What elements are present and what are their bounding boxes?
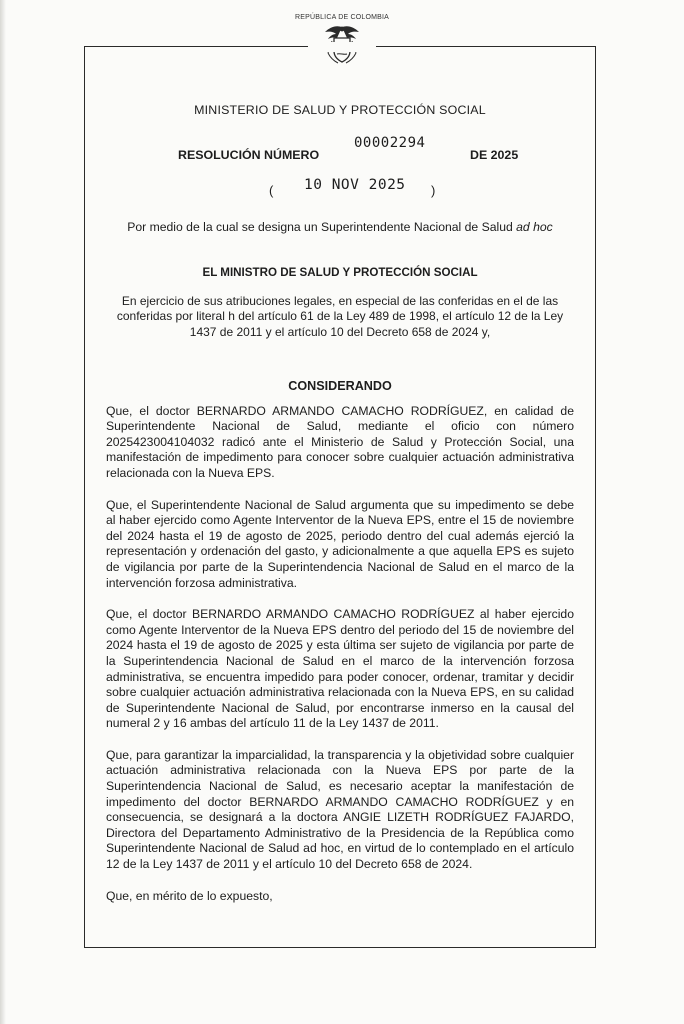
- considering-paragraph: Que, el Superintendente Nacional de Salud argumenta que su impedimento se debe al haber ejercido como Agente Interventor de la Nueva EPS, entre el 15 de noviembre del 2024 hasta el 19 de agosto de 2025, periodo dentro del cual además ejerció la representación y ordenación del gasto, y adicionalmente a que aquella EPS es sujeto de vigilancia por parte de la Superintendencia Nacional de Salud en el marco de la intervención forzosa administrativa.: [106, 497, 574, 590]
- resolution-year: DE 2025: [470, 147, 519, 162]
- resolution-number: 00002294: [354, 134, 426, 151]
- date-open-paren: (: [269, 182, 274, 198]
- considering-heading: CONSIDERANDO: [288, 379, 392, 393]
- resolution-line: [106, 136, 574, 166]
- considering-paragraph: Que, el doctor BERNARDO ARMANDO CAMACHO RODRÍGUEZ al haber ejercido como Agente Interventor de la Nueva EPS dentro del periodo del 15 de noviembre del 2024 hasta el 19 de agosto de 2025 y esta última ser sujeto de vigilancia por parte de la Superintendencia Nacional de Salud en el marco de la intervención forzosa administrativa, se encuentra impedido para poder conocer, ordenar, tramitar y decidir sobre cualquier actuación administrativa relacionada con la Nueva EPS, en su calidad de Superintendente Nacional de Salud, por encontrarse inmerso en la causal del numeral 2 y 16 ambas del artículo 11 de la Ley 1437 de 2011.: [106, 607, 574, 731]
- considering-paragraph: Que, para garantizar la imparcialidad, la transparencia y la objetividad sobre cualquier actuación administrativa relacionada con la Nueva EPS por parte de la Superintendencia Nacional de Salud, es necesario aceptar la manifestación de impedimento del doctor BERNARDO ARMANDO CAMACHO RODRÍGUEZ y en consecuencia, se designará a la doctora ANGIE LIZETH RODRÍGUEZ FAJARDO, Directora del Departamento Administrativo de la Presidencia de la República como Superintendente Nacional de Salud ad hoc, en virtud de lo contemplado en el artículo 12 de la Ley 1437 de 2011 y el artículo 10 del Decreto 658 de 2024.: [106, 747, 574, 872]
- date-close-paren: ): [431, 182, 436, 198]
- considering-closing: Que, en mérito de lo expuesto,: [106, 888, 273, 903]
- issuer-powers: En ejercicio de sus atribuciones legales, en especial de las conferidas en el de las conferidas por literal h del artículo 61 de la Ley 489 de 1998, el artículo 12 de la Ley 1437 de 2011 y el artículo 10 del Decreto 658 de 2024 y,: [116, 293, 564, 339]
- resolution-purpose: [106, 220, 574, 236]
- republic-label: REPÚBLICA DE COLOMBIA: [294, 14, 390, 21]
- frame-top-gap-overlay: [308, 42, 376, 52]
- issuer-title: EL MINISTRO DE SALUD Y PROTECCIÓN SOCIAL: [202, 266, 478, 280]
- purpose-text: Por medio de la cual se designa un Superintendente Nacional de Salud: [127, 219, 517, 234]
- document-body: [106, 103, 574, 904]
- ministry-title: MINISTERIO DE SALUD Y PROTECCIÓN SOCIAL: [194, 103, 486, 117]
- page-edge-shadow: [0, 0, 6, 1024]
- resolution-date: 10 NOV 2025: [304, 176, 406, 193]
- resolution-date-line: [106, 178, 574, 204]
- considering-paragraph: Que, el doctor BERNARDO ARMANDO CAMACHO RODRÍGUEZ, en calidad de Superintendente Nacional de Salud, mediante el oficio con número 2025423004104032 radicó ante el Ministerio de Salud y Protección Social, una manifestación de impedimento para conocer sobre cualquier actuación administrativa relacionada con la Nueva EPS.: [106, 403, 574, 480]
- purpose-italic: ad hoc: [516, 219, 553, 234]
- resolution-label: RESOLUCIÓN NÚMERO: [178, 147, 320, 162]
